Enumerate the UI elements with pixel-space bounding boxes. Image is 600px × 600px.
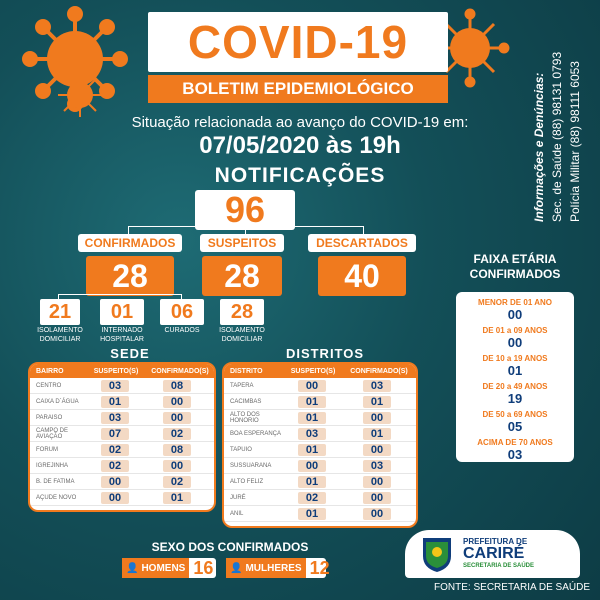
table-row	[224, 490, 416, 506]
table-row	[30, 426, 214, 442]
table-row	[224, 394, 416, 410]
age-range-label: ACIMA DE 70 ANOS	[477, 438, 553, 447]
row-confirmados: 01	[144, 492, 210, 504]
row-name: TAPUIO	[230, 446, 252, 453]
row-suspeitos: 03	[282, 428, 342, 440]
table-row	[30, 490, 214, 506]
mulheres-value: 12	[309, 557, 330, 578]
row-suspeitos: 01	[282, 508, 342, 520]
row-suspeitos: 02	[282, 492, 342, 504]
row-suspeitos: 03	[86, 380, 144, 392]
age-range-value: 00	[507, 307, 523, 322]
row-confirmados: 00	[342, 444, 412, 456]
row-name: PARAISO	[36, 414, 63, 421]
distritos-header-suspeitos: SUSPEITO(S)	[290, 367, 336, 375]
row-name: SUSSUARANA	[230, 462, 272, 469]
row-confirmados: 00	[342, 508, 412, 520]
contact-block	[532, 8, 588, 230]
table-row	[30, 474, 214, 490]
mulheres-label	[226, 558, 306, 578]
row-suspeitos: 02	[86, 460, 144, 472]
logo-line2: CARIRÉ	[463, 545, 525, 562]
suspeitos-value: 28	[202, 256, 282, 296]
distritos-header-confirmados: CONFIRMADO(S)	[350, 367, 408, 375]
internado-label: INTERNADO HOSPITALAR	[100, 327, 144, 343]
age-range-label: MENOR DE 01 ANO	[478, 298, 552, 307]
row-confirmados: 00	[342, 492, 412, 504]
distritos-table-header	[224, 364, 416, 378]
sede-table-header	[30, 364, 214, 378]
sede-header-bairro: BAIRRO	[36, 367, 64, 375]
faixa-etaria-panel	[456, 292, 574, 462]
age-range-value: 00	[507, 335, 523, 350]
row-suspeitos: 00	[86, 492, 144, 504]
homens-label	[122, 558, 189, 578]
prefeitura-logo	[405, 530, 580, 578]
distritos-header-distrito: DISTRITO	[230, 367, 263, 375]
row-name: BOA ESPERANÇA	[230, 430, 282, 437]
title-banner	[148, 12, 448, 72]
contact-title: Informações e Denúncias:	[532, 72, 546, 222]
row-name: ALTO DOS HONORIO	[230, 411, 260, 424]
descartados-label: DESCARTADOS	[308, 234, 416, 252]
row-name: FORUM	[36, 446, 58, 453]
row-confirmados: 03	[342, 460, 412, 472]
table-row	[30, 394, 214, 410]
isolamento-suspeitos-label: ISOLAMENTO DOMICILIAR	[219, 327, 265, 343]
sexo-title: SEXO DOS CONFIRMADOS	[151, 540, 309, 554]
curados-value: 06	[160, 299, 204, 325]
homens-box	[122, 558, 216, 578]
logo-line1: PREFEITURA DE	[463, 537, 528, 546]
age-range-value: 05	[507, 419, 523, 434]
age-range-label: DE 50 a 69 ANOS	[482, 410, 548, 419]
row-suspeitos: 07	[86, 428, 144, 440]
row-name: IGREJINHA	[36, 462, 69, 469]
row-suspeitos: 01	[282, 476, 342, 488]
table-row	[30, 442, 214, 458]
page-title: COVID-19	[187, 16, 409, 68]
page-subtitle: BOLETIM EPIDEMIOLÓGICO	[182, 79, 414, 98]
sede-title: SEDE	[110, 346, 150, 361]
age-range-value: 19	[507, 391, 523, 406]
row-name: JURÉ	[230, 494, 246, 501]
row-confirmados: 00	[144, 412, 210, 424]
subtitle-banner	[148, 75, 448, 103]
row-name: B. DE FATIMA	[36, 478, 75, 485]
curados-label: CURADOS	[164, 327, 200, 334]
table-row	[224, 442, 416, 458]
mulheres-box	[226, 557, 330, 578]
distritos-title: DISTRITOS	[285, 346, 365, 361]
isolamento-value: 21	[40, 299, 80, 325]
row-suspeitos: 00	[86, 476, 144, 488]
isolamento-label: ISOLAMENTO DOMICILIAR	[37, 327, 83, 343]
age-range-label: DE 10 a 19 ANOS	[482, 354, 548, 363]
row-confirmados: 00	[144, 396, 210, 408]
age-range-value: 03	[507, 447, 523, 462]
faixa-etaria-title: FAIXA ETÁRIA CONFIRMADOS	[469, 252, 561, 281]
row-confirmados: 08	[144, 444, 210, 456]
situacao-text: Situação relacionada ao avanço do COVID-19 em:	[131, 114, 469, 131]
internado-value: 01	[100, 299, 144, 325]
table-row	[224, 474, 416, 490]
age-range-label: DE 01 a 09 ANOS	[482, 326, 548, 335]
row-suspeitos: 00	[282, 380, 342, 392]
connector-line	[128, 226, 364, 234]
row-confirmados: 02	[144, 428, 210, 440]
row-suspeitos: 02	[86, 444, 144, 456]
row-name: CAMPO DE AVIAÇÃO	[36, 427, 69, 440]
contact-saude: Sec. de Saúde (88) 98131 0793	[550, 51, 564, 222]
table-row	[30, 458, 214, 474]
row-confirmados: 01	[342, 396, 412, 408]
confirmados-label: CONFIRMADOS	[78, 234, 182, 252]
virus-icon	[55, 70, 105, 120]
row-name: CACIMBAS	[230, 398, 262, 405]
row-suspeitos: 01	[282, 412, 342, 424]
notificacoes-label: NOTIFICAÇÕES	[214, 164, 386, 187]
row-name: ANIL	[230, 510, 244, 517]
coat-of-arms-icon	[417, 534, 457, 574]
isolamento-suspeitos-value: 28	[220, 299, 264, 325]
female-icon: 👤	[230, 562, 243, 574]
table-row	[224, 458, 416, 474]
sede-table	[28, 362, 216, 512]
row-confirmados: 00	[144, 460, 210, 472]
row-suspeitos: 00	[282, 460, 342, 472]
row-suspeitos: 03	[86, 412, 144, 424]
contact-policia: Polícia Militar (88) 98111 6053	[568, 61, 582, 222]
mulheres-label-text: MULHERES	[245, 562, 302, 574]
distritos-rows	[224, 378, 416, 522]
fonte-text: FONTE: SECRETARIA DE SAÚDE	[434, 582, 590, 593]
table-row	[30, 410, 214, 426]
confirmados-value: 28	[86, 256, 174, 296]
age-range-value: 01	[507, 363, 523, 378]
row-confirmados: 08	[144, 380, 210, 392]
male-icon: 👤	[126, 562, 139, 574]
table-row	[30, 378, 214, 394]
distritos-table	[222, 362, 418, 528]
row-suspeitos: 01	[86, 396, 144, 408]
descartados-value: 40	[318, 256, 406, 296]
row-name: AÇUDE NOVO	[36, 494, 77, 501]
sede-header-confirmados: CONFIRMADO(S)	[151, 367, 209, 375]
row-confirmados: 02	[144, 476, 210, 488]
notificacoes-total: 96	[195, 190, 295, 230]
row-suspeitos: 01	[282, 396, 342, 408]
row-name: CENTRO	[36, 382, 62, 389]
report-datetime: 07/05/2020 às 19h	[199, 132, 401, 159]
homens-value: 16	[193, 557, 214, 578]
table-row	[224, 378, 416, 394]
row-name: ALTO FELIZ	[230, 478, 264, 485]
suspeitos-label: SUSPEITOS	[200, 234, 284, 252]
table-row	[224, 426, 416, 442]
table-row	[224, 506, 416, 522]
homens-label-text: HOMENS	[141, 562, 186, 574]
row-name: CAIXA D`ÁGUA	[36, 398, 79, 405]
sede-rows	[30, 378, 214, 506]
row-confirmados: 01	[342, 428, 412, 440]
logo-line3: SECRETARIA DE SAÚDE	[463, 563, 535, 569]
age-range-label: DE 20 a 49 ANOS	[482, 382, 548, 391]
age-rows	[456, 298, 574, 462]
row-suspeitos: 01	[282, 444, 342, 456]
table-row	[224, 410, 416, 426]
row-name: TAPERA	[230, 382, 254, 389]
sede-header-suspeitos: SUSPEITO(S)	[93, 367, 139, 375]
row-confirmados: 00	[342, 412, 412, 424]
row-confirmados: 03	[342, 380, 412, 392]
row-confirmados: 00	[342, 476, 412, 488]
